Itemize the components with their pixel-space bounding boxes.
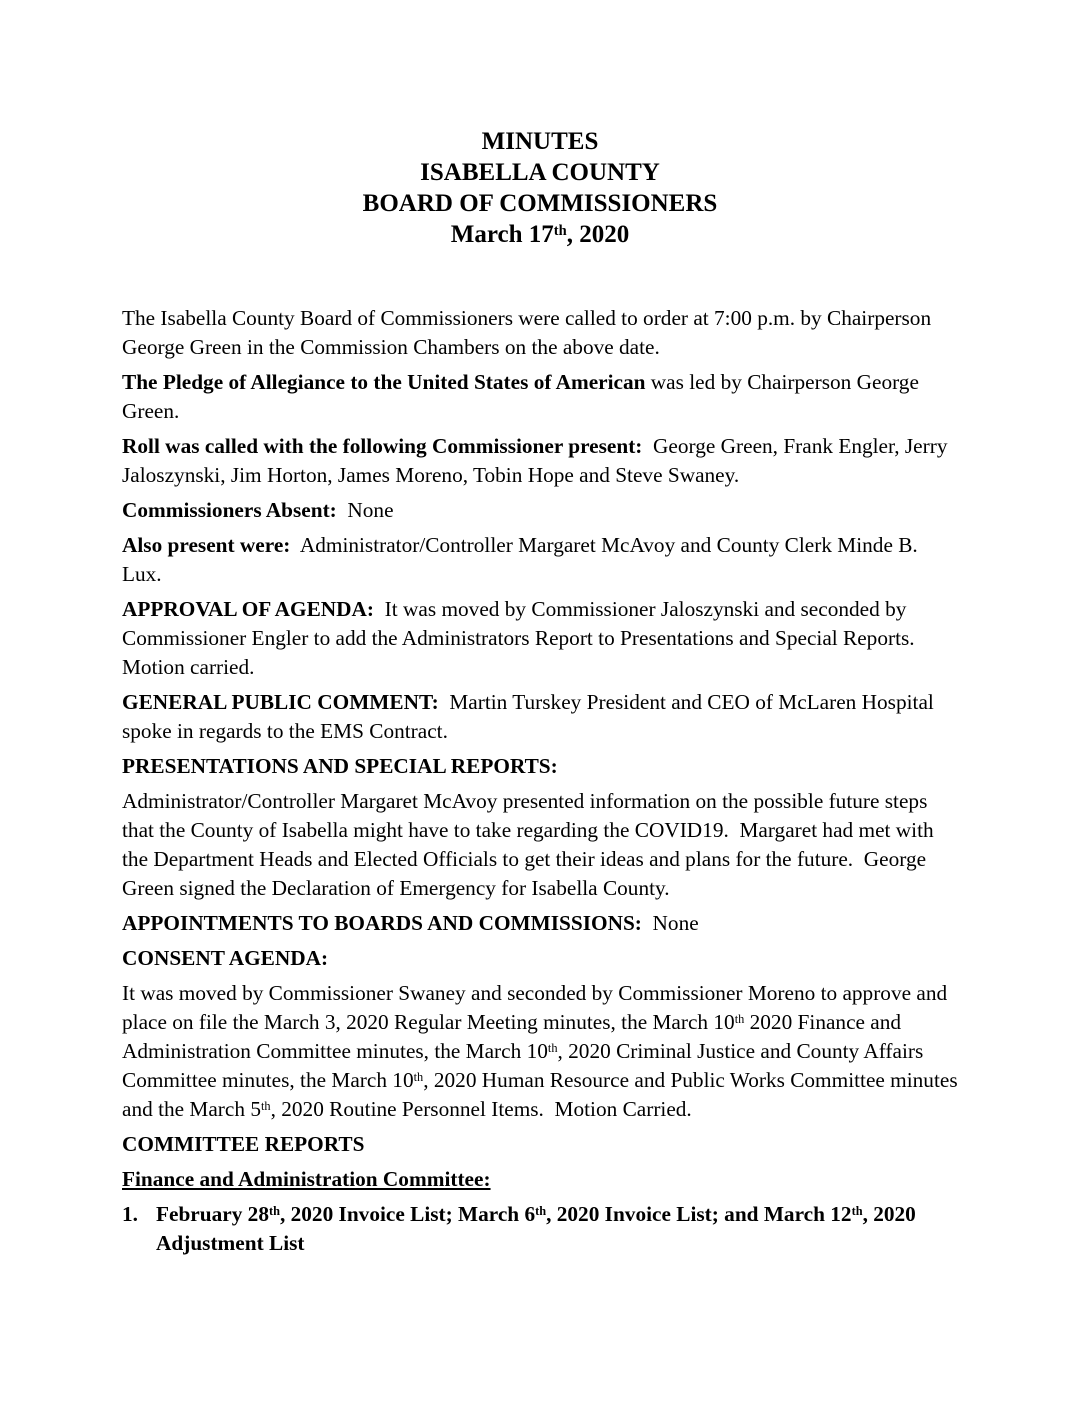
para-roll-call	[122, 432, 958, 490]
text-run: The Isabella County Board of Commissioners were called to order at 7:00 p.m. by Chairperson George Green in the Commission Chambers on the above date.	[122, 306, 937, 359]
para-call-to-order	[122, 304, 958, 362]
para-appointments	[122, 909, 958, 938]
ordinal-suffix: th	[851, 1204, 863, 1219]
text-run: , 2020 Invoice List; and March 12	[546, 1202, 852, 1226]
title-minutes: MINUTES	[481, 128, 599, 155]
text-run: Martin Turskey President and CEO of McLaren Hospital spoke in regards to the EMS Contract.	[122, 690, 940, 743]
para-pledge	[122, 368, 958, 426]
document-body	[122, 304, 963, 1258]
text-run: Administrator/Controller Margaret McAvoy and County Clerk Minde B. Lux.	[122, 533, 924, 586]
heading-presentations-special-reports	[122, 752, 958, 781]
para-consent-agenda-body	[122, 979, 963, 1124]
text-run: was led by Chairperson George Green.	[122, 370, 925, 423]
ordinal-suffix: th	[553, 223, 567, 240]
ordinal-suffix: th	[535, 1204, 547, 1219]
text-run: Finance and Administration Committee:	[122, 1167, 491, 1191]
text-run: COMMITTEE REPORTS	[122, 1132, 365, 1156]
title-date	[122, 219, 958, 250]
ordinal-suffix: th	[547, 1041, 558, 1056]
text-run: Roll was called with the following Commissioner present:	[122, 434, 643, 458]
text-run: , 2020 Invoice List; March 6	[279, 1202, 536, 1226]
ordinal-suffix: th	[413, 1070, 424, 1085]
text-run: APPOINTMENTS TO BOARDS AND COMMISSIONS:	[122, 911, 642, 935]
text-run: , 2020	[566, 221, 630, 248]
title-county: ISABELLA COUNTY	[420, 159, 660, 186]
text-run: March 17	[450, 221, 554, 248]
heading-committee-reports	[122, 1130, 958, 1159]
text-run: Administrator/Controller Margaret McAvoy presented information on the possible future steps that the County of Isabella might have to take regarding the COVID19. Margaret had met with the Department Heads and Elected Officials to get their ideas and plans for the future. George Green signed the Declaration of Emergency for Isabella County.	[122, 789, 939, 900]
text-run: The Pledge of Allegiance to the United States of American	[122, 370, 646, 394]
text-run: February 28	[156, 1202, 269, 1226]
text-run: PRESENTATIONS AND SPECIAL REPORTS:	[122, 754, 558, 778]
text-run: None	[336, 498, 394, 522]
ordinal-suffix: th	[260, 1099, 271, 1114]
text-run: Also present were:	[122, 533, 291, 557]
text-run: It was moved by Commissioner Jaloszynski and seconded by Commissioner Engler to add the Administrators Report to Presentations and Special Reports. Motion carried.	[122, 597, 926, 679]
ordinal-suffix: th	[734, 1012, 745, 1027]
text-run: 2020 Finance and Administration Committee minutes, the March 10	[122, 1010, 906, 1063]
document-title-block	[122, 126, 958, 250]
para-presentations-body	[122, 787, 958, 903]
para-commissioners-absent	[122, 496, 958, 525]
text-run: , 2020 Human Resource and Public Works Committee minutes and the March 5	[122, 1068, 963, 1121]
ordinal-suffix: th	[268, 1204, 280, 1219]
text-run: It was moved by Commissioner Swaney and seconded by Commissioner Moreno to approve and place on file the March 3, 2020 Regular Meeting minutes, the March 10	[122, 981, 953, 1034]
text-run: , 2020 Routine Personnel Items. Motion Carried.	[270, 1097, 692, 1121]
text-run: CONSENT AGENDA:	[122, 946, 329, 970]
text-run: , 2020 Adjustment List	[156, 1202, 920, 1255]
para-general-public-comment	[122, 688, 958, 746]
para-approval-of-agenda	[122, 595, 958, 682]
list-item-text	[156, 1200, 958, 1258]
title-board: BOARD OF COMMISSIONERS	[362, 190, 718, 217]
text-run: Commissioners Absent:	[122, 498, 337, 522]
text-run: APPROVAL OF AGENDA:	[122, 597, 375, 621]
text-run: None	[641, 911, 699, 935]
para-also-present	[122, 531, 958, 589]
text-run: , 2020 Criminal Justice and County Affairs Committee minutes, the March 10	[122, 1039, 929, 1092]
list-item-number: 1.	[122, 1202, 138, 1226]
heading-finance-administration-committee	[122, 1165, 958, 1194]
heading-consent-agenda	[122, 944, 958, 973]
text-run: George Green, Frank Engler, Jerry Jaloszynski, Jim Horton, James Moreno, Tobin Hope and Steve Swaney.	[122, 434, 953, 487]
text-run: GENERAL PUBLIC COMMENT:	[122, 690, 439, 714]
list-item-invoice-lists	[122, 1200, 958, 1258]
